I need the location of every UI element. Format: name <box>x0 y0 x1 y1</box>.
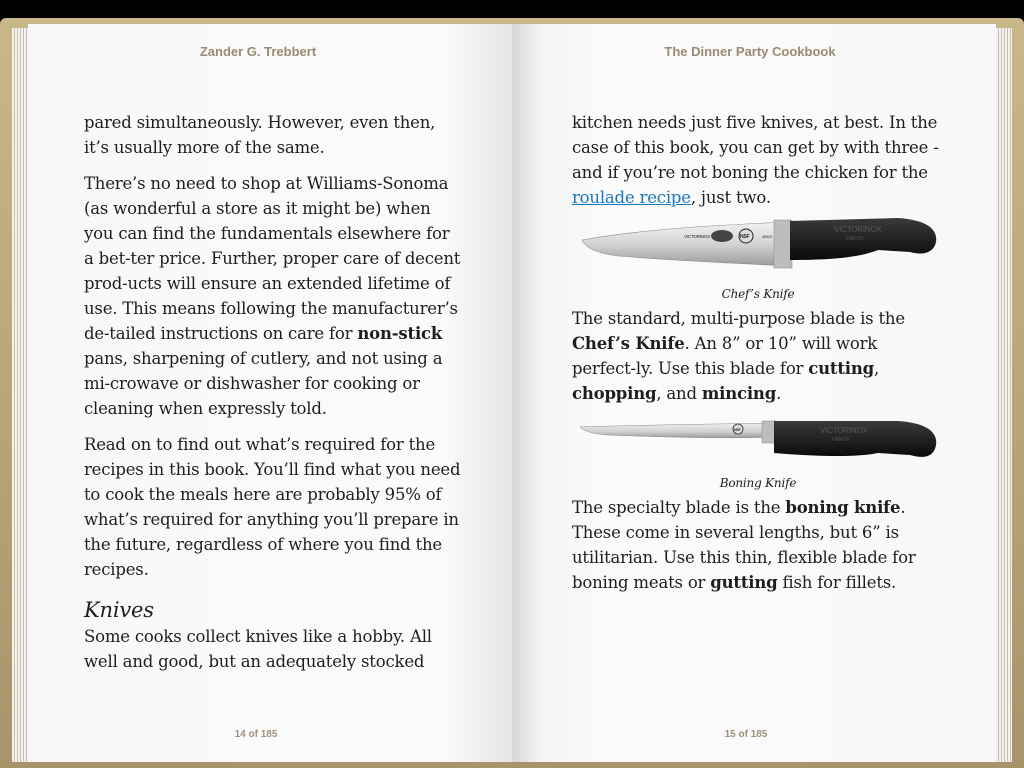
text-run: fish for fillets. <box>777 573 897 592</box>
boning-knife-caption: Boning Knife <box>719 476 797 490</box>
text-run: There’s no need to shop at Williams-Sonoma (as wonderful a store as it might be) when you can find the fundamentals elsewhere for a bet-ter price. Further, proper care of decent prod-ucts will ensure an extended lifetime of use. This means following the manufacturer’s de-tailed instructions on care for <box>84 174 461 343</box>
text-run: pans, sharpening of cutlery, and not using a mi-crowave or dishwasher for cooking or cleaning when expressly told. <box>84 349 443 418</box>
paragraph <box>572 495 944 595</box>
bold-term: gutting <box>710 573 778 592</box>
page-number: 15 of 185 <box>724 729 768 740</box>
paragraph <box>572 306 944 406</box>
text-run: . These come in several lengths, but 6” is utilitarian. Use this thin, flexible blade for boning meats or <box>572 498 916 592</box>
paragraph: Some cooks collect knives like a hobby. All well and good, but an adequately stocked <box>84 627 432 671</box>
section-heading: Knives <box>84 598 154 622</box>
text-run: . <box>776 384 782 403</box>
nsf-mark: NSF <box>740 234 750 240</box>
left-page[interactable] <box>28 24 512 762</box>
author-running-head: Zander G. Trebbert <box>199 44 317 59</box>
paragraph: Read on to find out what’s required for the recipes in this book. You’ll find what you need to cook the meals here are probably 95% of what’s required for anything you’ll prepare in the future, regardless of where you find the recipes. <box>84 435 461 579</box>
bold-term: chopping <box>572 384 657 403</box>
right-page-text <box>572 110 944 595</box>
paragraph <box>84 171 462 421</box>
text-run: , <box>873 359 880 378</box>
paragraph <box>572 110 944 210</box>
handle-brand: VICTORINOX <box>820 426 868 435</box>
model-number: 40520 <box>762 234 773 239</box>
blade-engraving: VICTORINOX <box>684 234 710 239</box>
boning-knife-image <box>578 417 938 473</box>
text-run: , and <box>656 384 702 403</box>
text-run: kitchen needs just five knives, at best. In the case of this book, you can get by with three - and if you’re not boning the chicken for the <box>572 113 939 182</box>
right-page[interactable] <box>512 24 996 762</box>
chefs-knife-image <box>578 216 938 284</box>
bold-term: cutting <box>808 359 874 378</box>
boning-knife-figure[interactable] <box>572 417 944 491</box>
paragraph: pared simultaneously. However, even then, it’s usually more of the same. <box>84 113 436 157</box>
chefs-knife-figure[interactable] <box>572 216 944 302</box>
bold-term: mincing <box>701 384 777 403</box>
bold-term: non-stick <box>357 324 443 343</box>
text-run: The standard, multi-purpose blade is the <box>572 309 905 328</box>
text-run: , just two. <box>690 188 771 207</box>
page-number: 14 of 185 <box>234 729 278 740</box>
text-run: . An 8” or 10” will work perfect-ly. Use this blade for <box>572 334 878 378</box>
text-run: The specialty blade is the <box>572 498 786 517</box>
book-title-running-head: The Dinner Party Cookbook <box>664 44 836 59</box>
handle-brand: VICTORINOX <box>834 225 882 234</box>
handle-subbrand: FIBROX <box>832 437 850 443</box>
chefs-knife-caption: Chef’s Knife <box>721 287 795 301</box>
left-page-text <box>84 110 462 674</box>
roulade-recipe-link[interactable]: roulade recipe <box>572 188 691 207</box>
bold-term: Chef’s Knife <box>572 334 685 353</box>
bold-term: boning knife <box>785 498 901 517</box>
nsf-mark: NSF <box>734 428 741 432</box>
handle-subbrand: FIBROX <box>846 236 864 242</box>
